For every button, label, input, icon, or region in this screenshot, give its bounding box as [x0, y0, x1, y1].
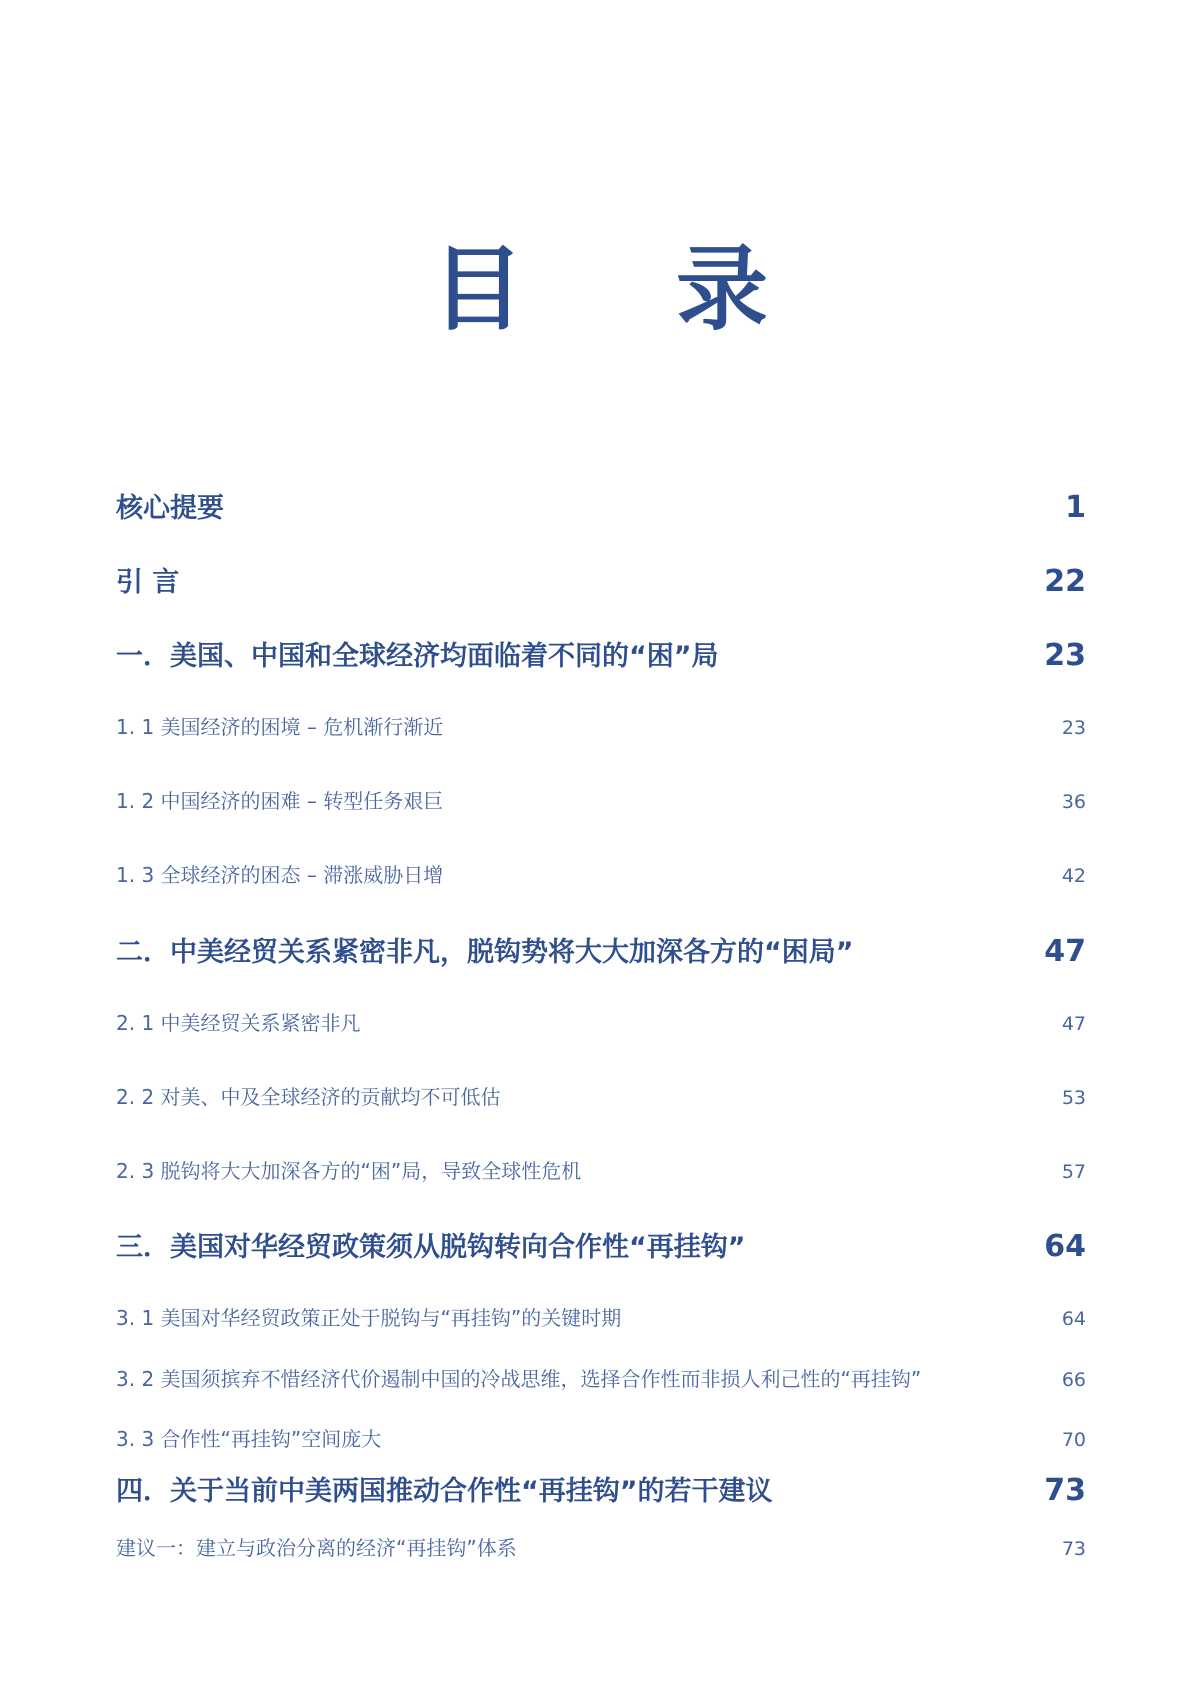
toc-entry-page: 36 — [1061, 791, 1086, 813]
toc-entry-label: 二．中美经贸关系紧密非凡，脱钩势将大大加深各方的“困局” — [116, 937, 854, 968]
toc-entry[interactable] — [116, 711, 1086, 740]
toc-entry-page: 73 — [1044, 1473, 1086, 1508]
toc-entry[interactable] — [116, 634, 1086, 673]
toc-entry-label: 3. 1 美国对华经贸政策正处于脱钩与“再挂钩”的关键时期 — [116, 1306, 622, 1330]
toc-entry-label: 1. 2 中国经济的困难 – 转型任务艰巨 — [116, 789, 444, 813]
toc-entry-label: 3. 3 合作性“再挂钩”空间庞大 — [116, 1427, 382, 1451]
table-of-contents — [116, 0, 1086, 1698]
toc-entry-label: 1. 3 全球经济的困态 – 滞涨威胁日增 — [116, 863, 444, 887]
toc-entry-label: 1. 1 美国经济的困境 – 危机渐行渐近 — [116, 715, 444, 739]
toc-entry-label: 四．关于当前中美两国推动合作性“再挂钩”的若干建议 — [116, 1476, 773, 1507]
toc-entry[interactable] — [116, 930, 1086, 969]
toc-entry[interactable] — [116, 1423, 1086, 1452]
toc-entry-page: 47 — [1061, 1013, 1086, 1035]
toc-entry-page: 1 — [1065, 490, 1086, 525]
toc-entry-label: 三．美国对华经贸政策须从脱钩转向合作性“再挂钩” — [116, 1232, 746, 1263]
toc-entry[interactable] — [116, 1225, 1086, 1264]
toc-entry-label: 2. 2 对美、中及全球经济的贡献均不可低估 — [116, 1085, 501, 1109]
toc-entry[interactable] — [116, 1302, 1086, 1331]
toc-entry-page: 47 — [1044, 934, 1086, 969]
toc-entry-label: 一．美国、中国和全球经济均面临着不同的“困”局 — [116, 641, 719, 672]
toc-entry-page: 70 — [1061, 1429, 1086, 1451]
toc-entry-label: 建议一：建立与政治分离的经济“再挂钩”体系 — [116, 1536, 517, 1560]
toc-entry-page: 23 — [1044, 638, 1086, 673]
toc-entry-page: 42 — [1061, 865, 1086, 887]
toc-entry-page: 53 — [1061, 1087, 1086, 1109]
toc-entry-page: 22 — [1044, 564, 1086, 599]
toc-entry-page: 23 — [1061, 717, 1086, 739]
toc-entry-page: 66 — [1061, 1369, 1086, 1391]
toc-entry[interactable] — [116, 1532, 1086, 1561]
toc-entry-label: 2. 3 脱钩将大大加深各方的“困”局，导致全球性危机 — [116, 1159, 582, 1183]
toc-entry[interactable] — [116, 1081, 1086, 1110]
toc-entry[interactable] — [116, 1363, 1086, 1392]
toc-entry-label: 核心提要 — [116, 493, 224, 524]
page-title: 目 录 — [431, 236, 829, 343]
toc-entry-label: 3. 2 美国须摈弃不惜经济代价遏制中国的冷战思维，选择合作性而非损人利己性的“再挂钩” — [116, 1367, 922, 1391]
toc-entry-page: 57 — [1061, 1161, 1086, 1183]
toc-entry-label: 引 言 — [116, 567, 180, 598]
toc-entry[interactable] — [116, 859, 1086, 888]
toc-entry[interactable] — [116, 1007, 1086, 1036]
toc-entry-label: 2. 1 中美经贸关系紧密非凡 — [116, 1011, 361, 1035]
toc-entry-page: 73 — [1061, 1538, 1086, 1560]
toc-entry-page: 64 — [1044, 1229, 1086, 1264]
toc-entry[interactable] — [116, 486, 1086, 525]
toc-entry[interactable] — [116, 1155, 1086, 1184]
toc-entry[interactable] — [116, 785, 1086, 814]
toc-entry-page: 64 — [1061, 1308, 1086, 1330]
toc-entry[interactable] — [116, 1469, 1086, 1508]
toc-entry[interactable] — [116, 560, 1086, 599]
